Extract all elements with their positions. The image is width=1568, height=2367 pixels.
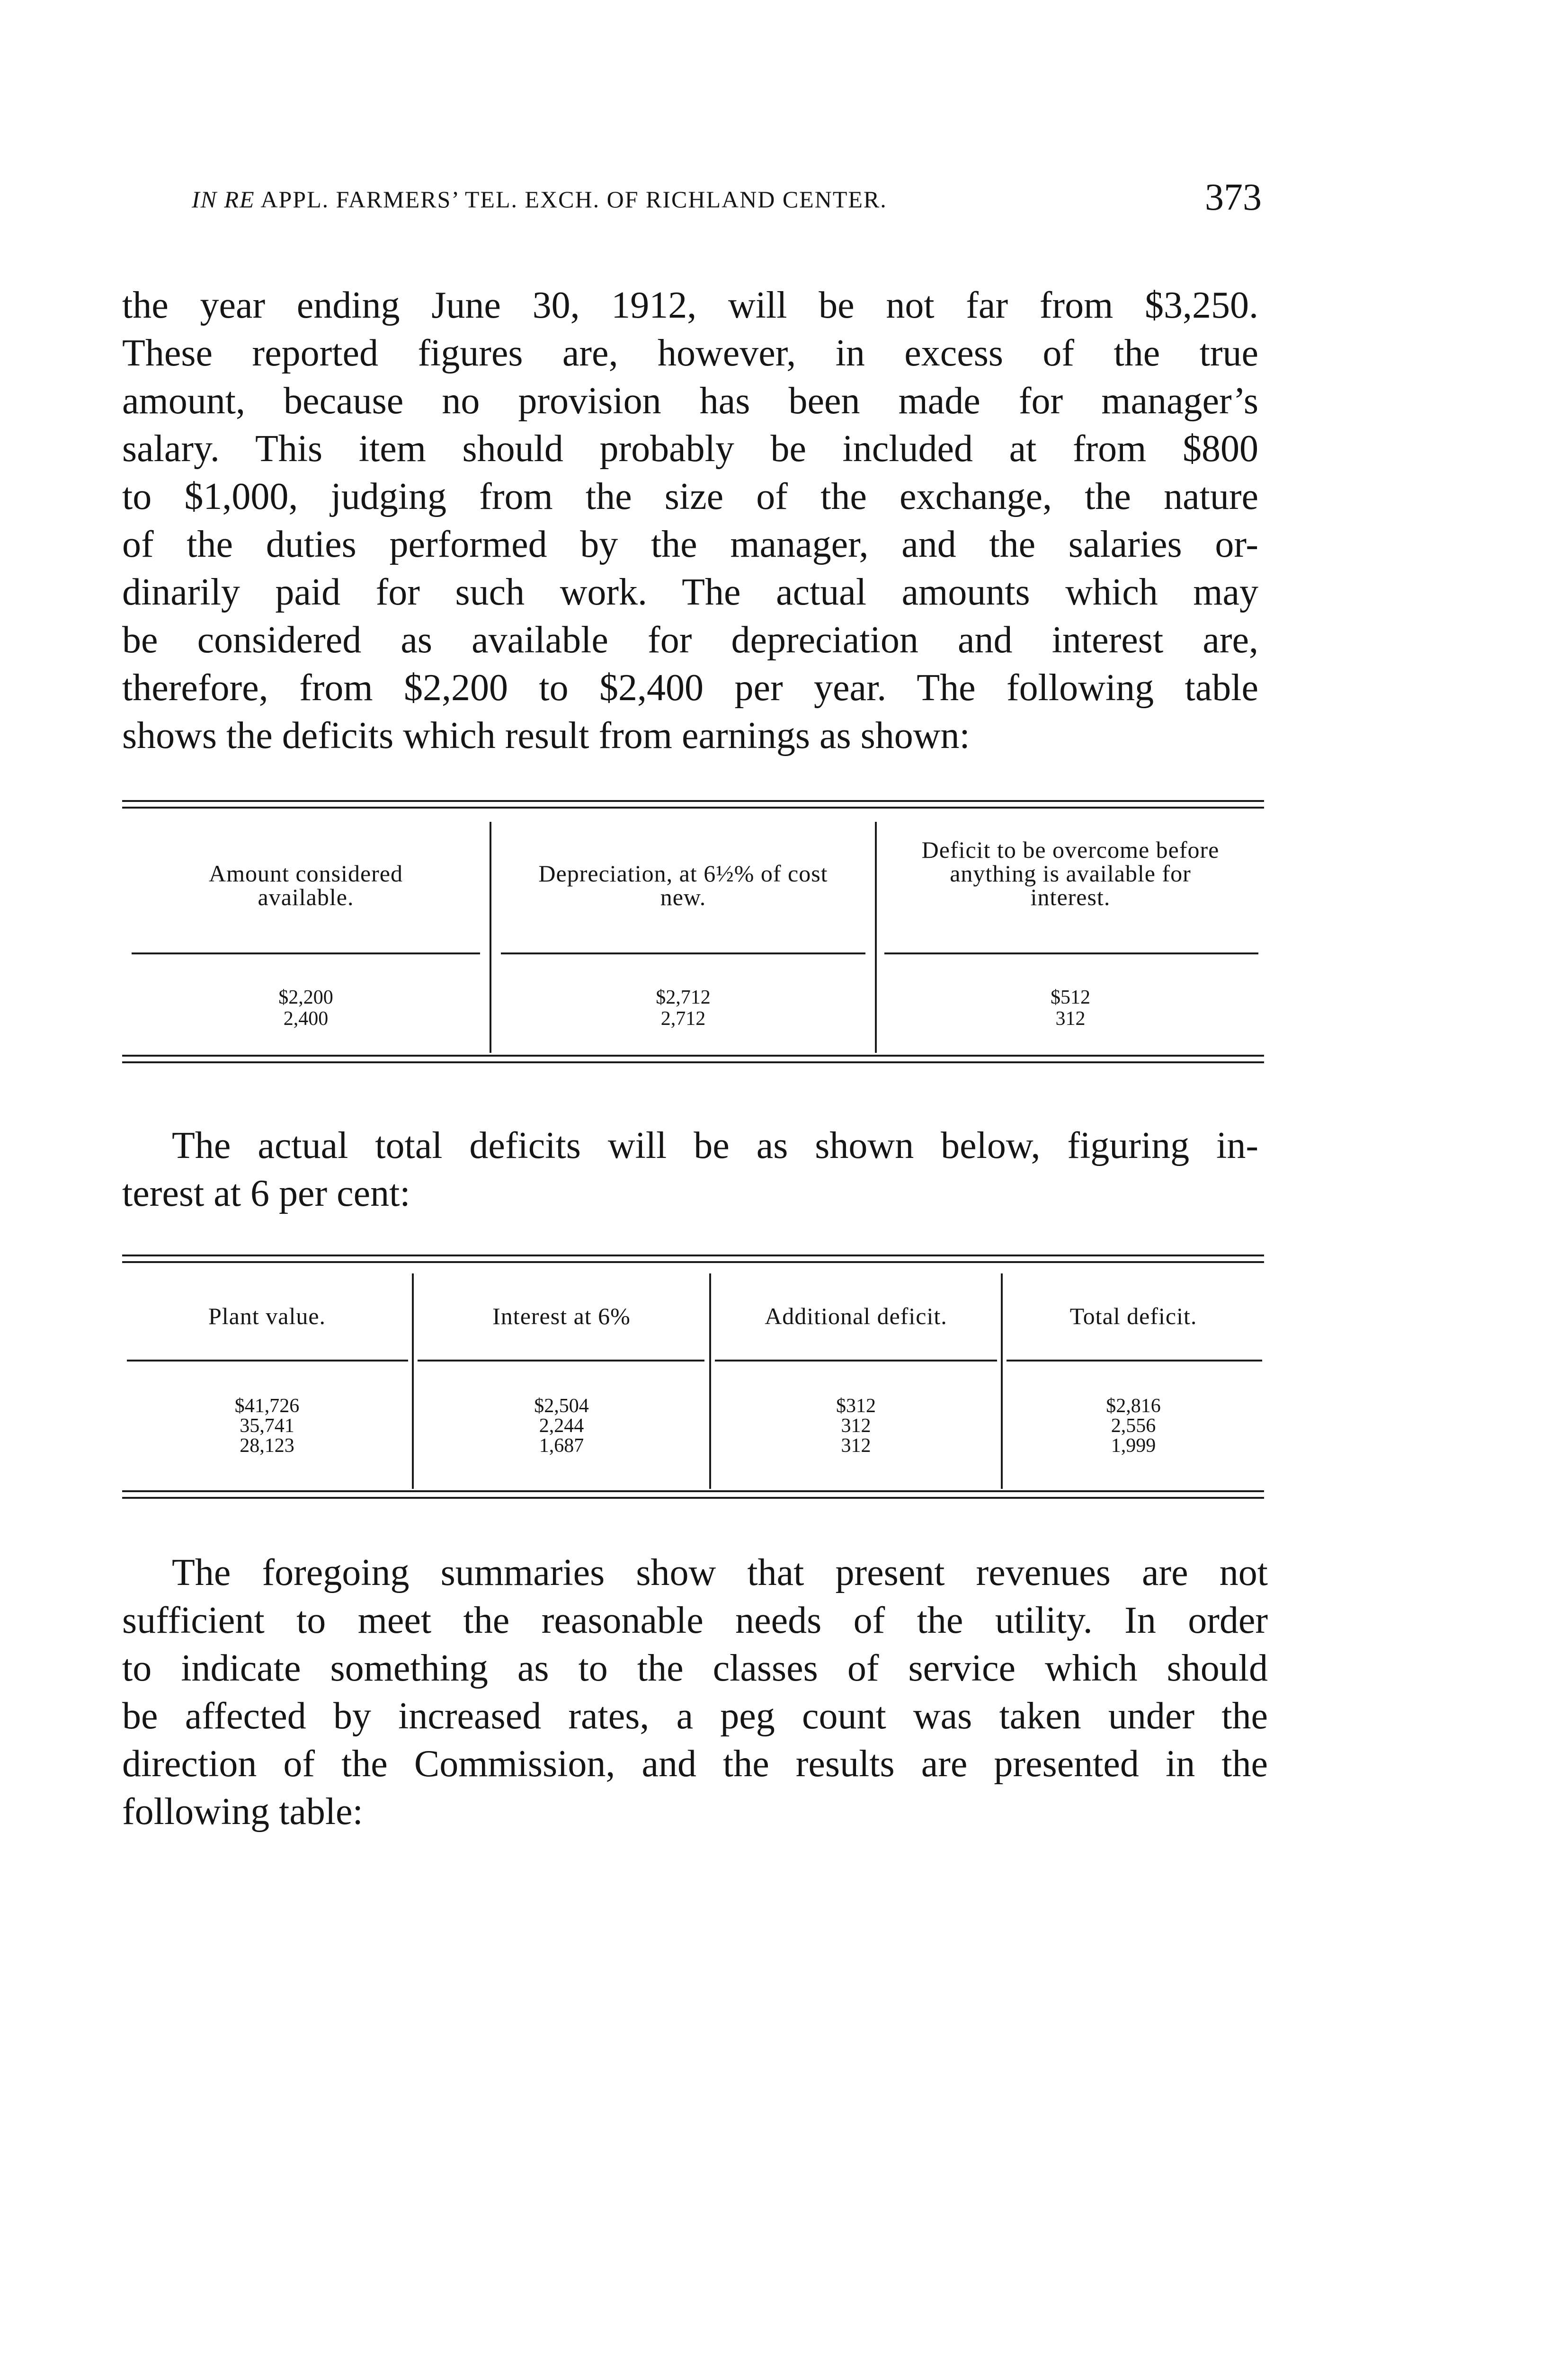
table-cell: 1,687: [539, 1435, 584, 1457]
table-cell: 312: [841, 1435, 871, 1457]
column-header-total-deficit: Total deficit.: [1069, 1303, 1197, 1329]
paragraph-line: the year ending June 30, 1912, will be not far from $3,250.: [122, 285, 1258, 326]
paragraph-line: shows the deficits which result from earnings as shown:: [122, 715, 970, 756]
table-cell: 35,741: [240, 1415, 294, 1437]
table-cell: 2,556: [1111, 1415, 1156, 1437]
table-top-rule-inner: [122, 807, 1264, 809]
table-cell: $2,200: [278, 987, 333, 1008]
paragraph-line: sufficient to meet the reasonable needs of the utility. In order: [122, 1600, 1268, 1641]
table-cell: $41,726: [234, 1395, 300, 1417]
deficit-table: [122, 800, 1264, 1065]
running-head-title: [192, 186, 887, 213]
paragraph-line: terest at 6 per cent:: [122, 1173, 410, 1214]
table-cell: 312: [841, 1415, 871, 1437]
paragraph-line: following table:: [122, 1791, 363, 1833]
table-bottom-rule: [122, 1055, 1264, 1057]
paragraph-line: be considered as available for depreciation and interest are,: [122, 619, 1258, 661]
table-cell: $2,504: [534, 1395, 589, 1417]
paragraph-line: of the duties performed by the manager, and the salaries or-: [122, 524, 1258, 565]
header-underline: [418, 1360, 704, 1361]
header-underline: [1007, 1360, 1262, 1361]
paragraph-line: be affected by increased rates, a peg count was taken under the: [122, 1695, 1268, 1737]
header-line: interest.: [1030, 884, 1111, 910]
table-top-rule: [122, 800, 1264, 802]
header-line: Deficit to be overcome before: [921, 836, 1220, 863]
table-cell: $2,816: [1106, 1395, 1161, 1417]
column-header-additional-deficit: Additional deficit.: [765, 1303, 947, 1329]
running-head-italic: IN RE: [192, 186, 255, 213]
header-line: Amount considered: [209, 860, 403, 887]
header-underline: [501, 952, 865, 954]
column-header-plant-value: Plant value.: [208, 1303, 326, 1329]
paragraph-line: salary. This item should probably be included at from $800: [122, 428, 1258, 470]
paragraph-line: direction of the Commission, and the results are presented in the: [122, 1743, 1268, 1785]
table-cell: 2,400: [283, 1008, 329, 1030]
paragraph-line: therefore, from $2,200 to $2,400 per year. The following table: [122, 667, 1258, 709]
paragraph-line: to $1,000, judging from the size of the exchange, the nature: [122, 476, 1258, 517]
header-line: anything is available for: [950, 860, 1191, 887]
table-bottom-rule-inner: [122, 1497, 1264, 1499]
paragraph-line: These reported figures are, however, in excess of the true: [122, 332, 1258, 374]
running-head-rest: APPL. FARMERS’ TEL. EXCH. OF RICHLAND CENTER.: [260, 186, 887, 213]
paragraph-1: [122, 282, 1258, 760]
paragraph-line: The actual total deficits will be as shown below, figuring in-: [172, 1125, 1258, 1166]
paragraph-3: [122, 1549, 1268, 1836]
running-head: [192, 176, 1262, 228]
page-number: 373: [1205, 177, 1262, 218]
paragraph-line: The foregoing summaries show that present revenues are not: [172, 1552, 1268, 1593]
table-top-rule: [122, 1255, 1264, 1256]
paragraph-line: to indicate something as to the classes of service which should: [122, 1647, 1268, 1689]
paragraph-line: amount, because no provision has been made for manager’s: [122, 380, 1258, 422]
column-header-depreciation: [491, 862, 875, 909]
total-deficit-table: [122, 1255, 1264, 1510]
table-cell: 28,123: [240, 1435, 294, 1457]
table-cell: 1,999: [1111, 1435, 1156, 1457]
table-bottom-rule: [122, 1490, 1264, 1492]
paragraph-2: [122, 1122, 1258, 1218]
table-top-rule-inner: [122, 1261, 1264, 1263]
column-header-amount: [122, 862, 490, 909]
table-cell: 2,712: [660, 1008, 706, 1030]
header-underline: [132, 952, 480, 954]
column-header-interest: Interest at 6%: [492, 1303, 631, 1329]
table-bottom-rule-inner: [122, 1061, 1264, 1063]
header-underline: [127, 1360, 408, 1361]
column-header-deficit: [877, 838, 1264, 909]
header-line: available.: [258, 884, 354, 910]
header-underline: [884, 952, 1258, 954]
table-cell: 2,244: [539, 1415, 584, 1437]
header-line: Depreciation, at 6½% of cost: [538, 860, 828, 887]
table-cell: 312: [1055, 1008, 1086, 1030]
header-underline: [715, 1360, 997, 1361]
header-line: new.: [660, 884, 706, 910]
table-cell: $512: [1051, 987, 1090, 1008]
table-cell: $312: [836, 1395, 876, 1417]
paragraph-line: dinarily paid for such work. The actual amounts which may: [122, 571, 1258, 613]
table-cell: $2,712: [656, 987, 711, 1008]
